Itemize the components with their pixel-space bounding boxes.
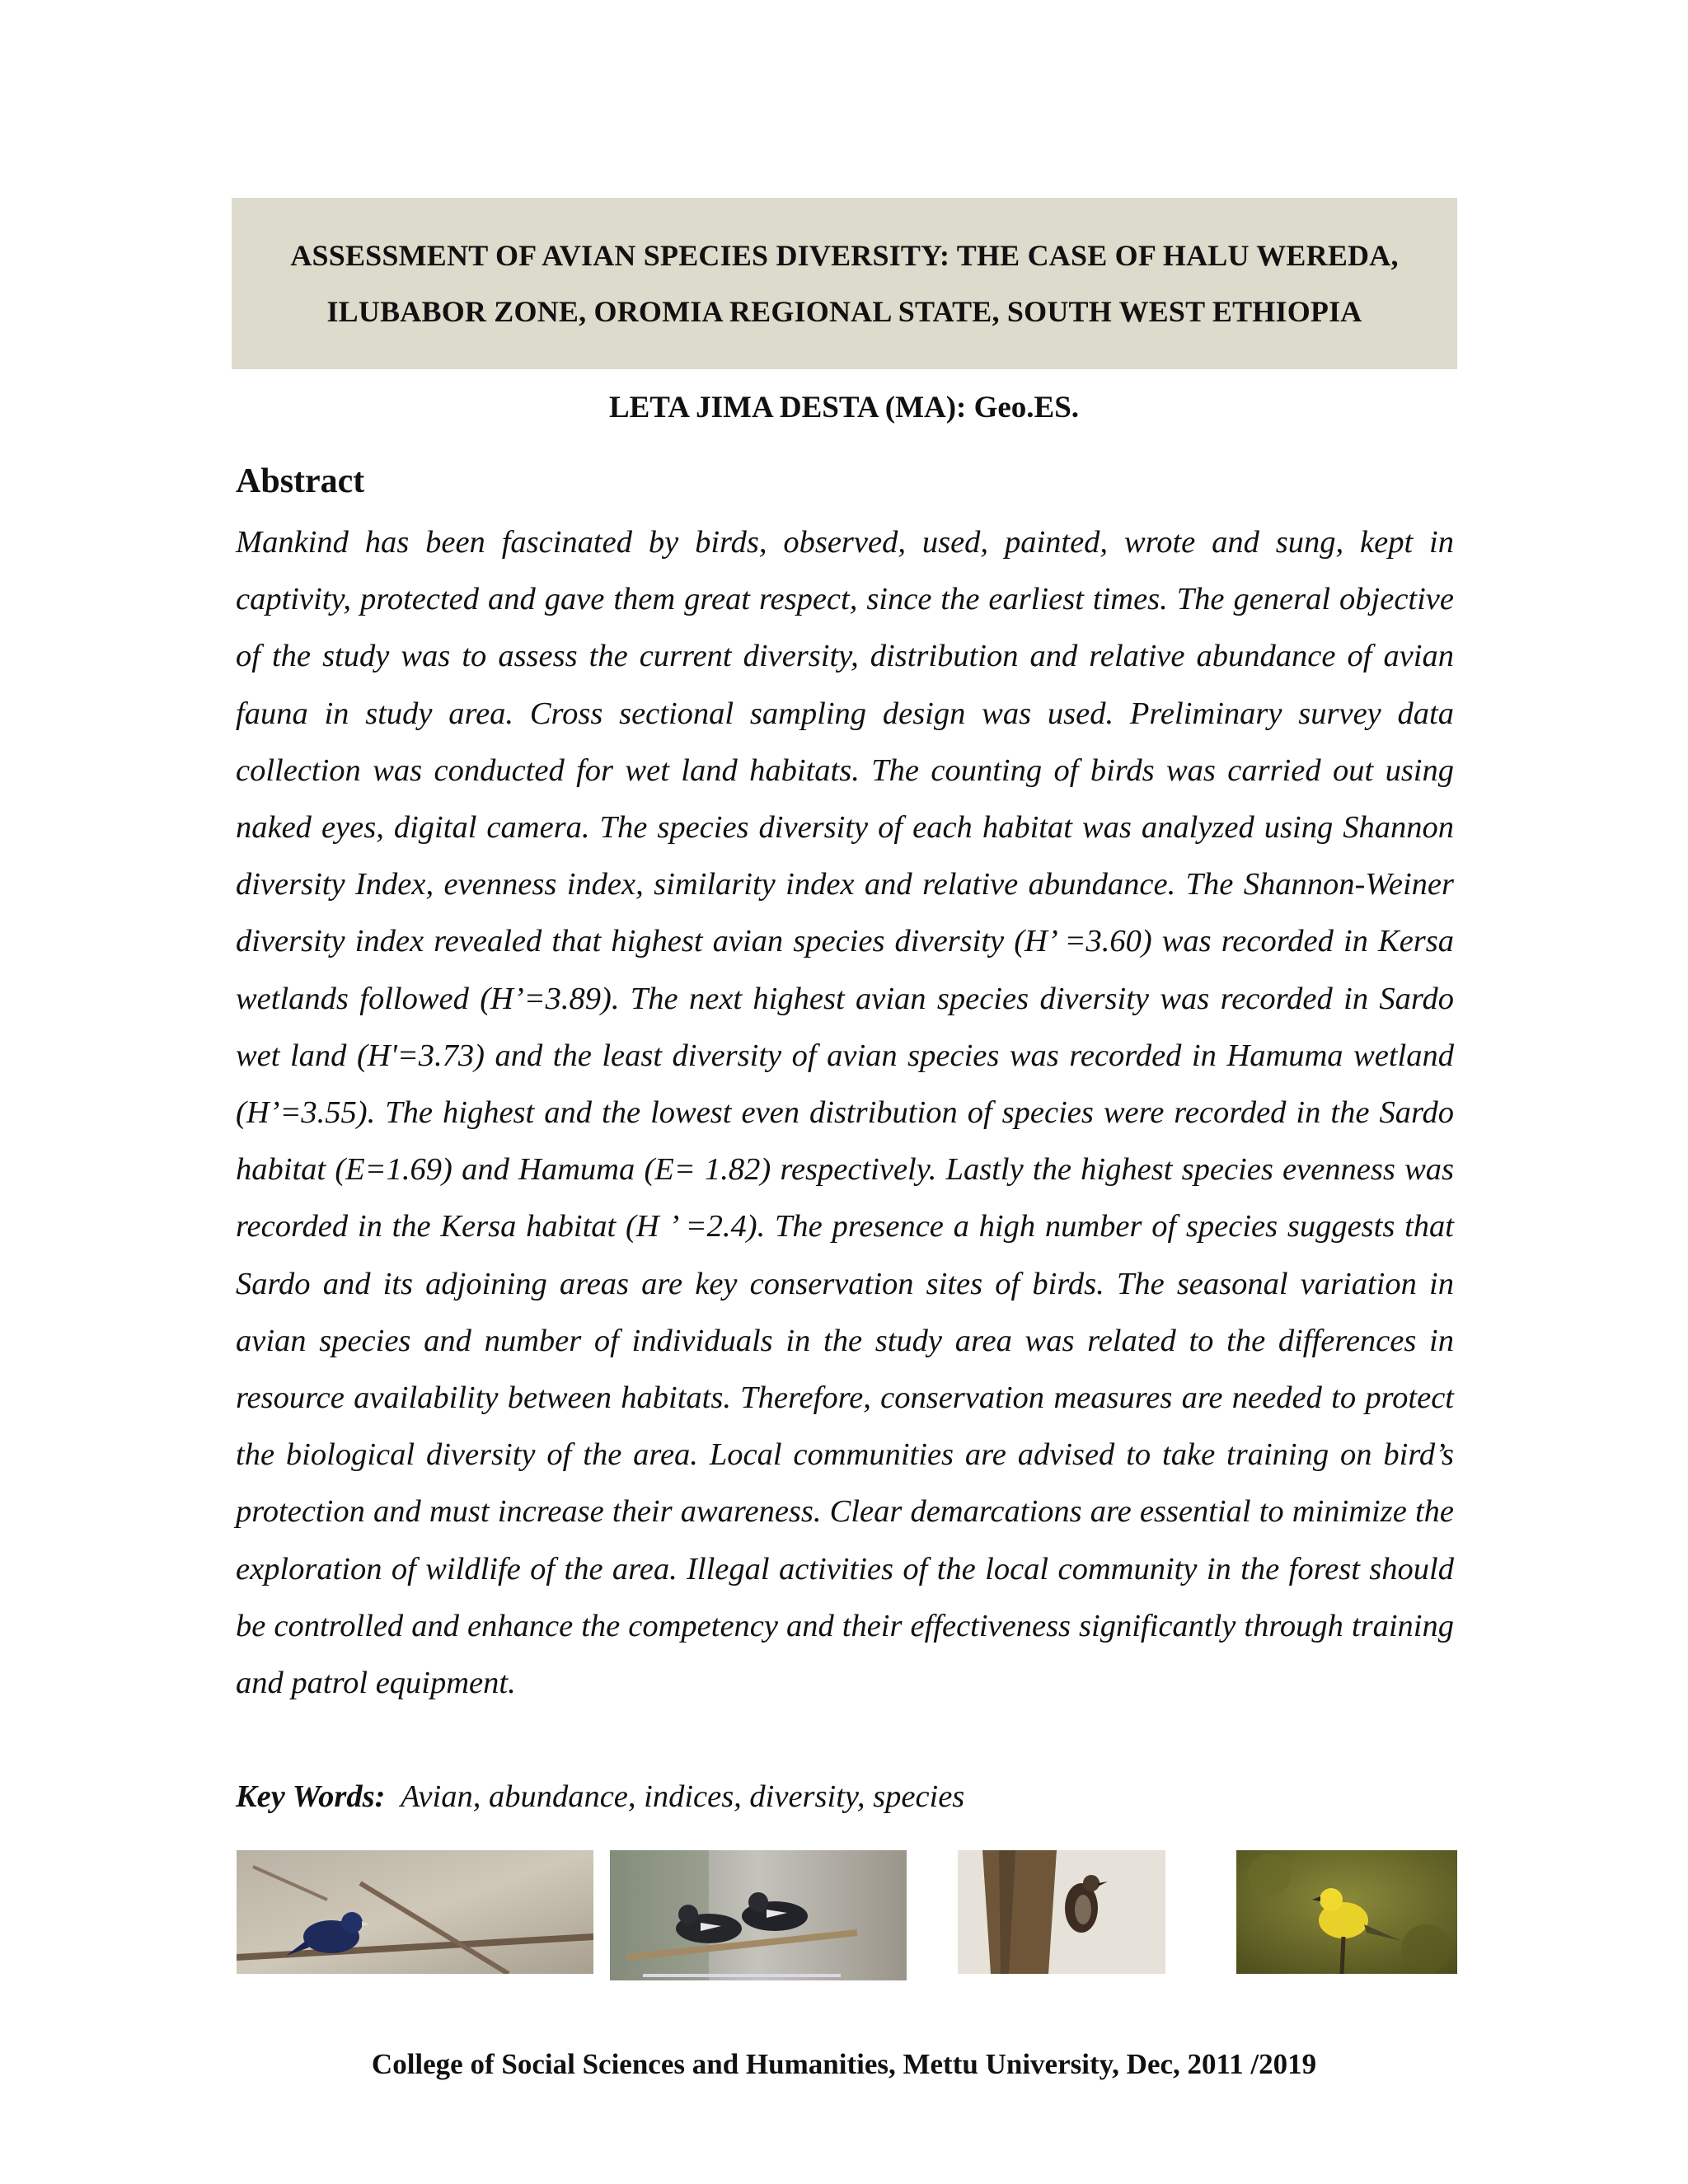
author-line: LETA JIMA DESTA (MA): Geo.ES. <box>608 391 1080 424</box>
two-birds-on-branch-photo <box>610 1850 907 1980</box>
bird-on-branch-photo <box>237 1850 593 1974</box>
woodpecker-on-tree-photo <box>958 1850 1165 1974</box>
title-box <box>232 198 1457 369</box>
abstract-heading: Abstract <box>236 462 365 500</box>
abstract-body: Mankind has been fascinated by birds, observed, used, painted, wrote and sung, kept in captivity, protected and gave them great respect, since the earliest times. The general objective of the study was to assess the current diversity, distribution and relative abundance of avian fauna in study area. Cross sectional sampling design was used. Preliminary survey data collection was conducted for wet land habitats. The counting of birds was carried out using naked eyes, digital camera. The species diversity of each habitat was analyzed using Shannon diversity Index, evenness index, similarity index and relative abundance. The Shannon-Weiner diversity index revealed that highest avian species diversity (H’ =3.60) was recorded in Kersa wetlands followed (H’=3.89). The next highest avian species diversity was recorded in Sardo wet land (H'=3.73) and the least diversity of avian species was recorded in Hamuma wetland (H’=3.55). The highest and the lowest even distribution of species were recorded in the Sardo habitat (E=1.69) and Hamuma (E= 1.82) respectively. Lastly the highest species evenness was recorded in the Kersa habitat (H ’ =2.4). The presence a high number of species suggests that Sardo and its adjoining areas are key conservation sites of birds. The seasonal variation in avian species and number of individuals in the study area was related to the differences in resource availability between habitats. Therefore, conservation measures are needed to protect the biological diversity of the area. Local communities are advised to take training on bird’s protection and must increase their awareness. Clear demarcations are essential to minimize the exploration of wildlife of the area. Illegal activities of the local community in the forest should be controlled and enhance the competency and their effectiveness significantly through training and patrol equipment. <box>236 525 1454 1701</box>
paper-title: ASSESSMENT OF AVIAN SPECIES DIVERSITY: THE CASE OF HALU WEREDA, ILUBABOR ZONE, OROMIA REGIONAL STATE, SOUTH WEST ETHIOPIA <box>290 239 1399 328</box>
footer: College of Social Sciences and Humanities, Mettu University, Dec, 2011 /2019 <box>371 2048 1317 2080</box>
yellow-bird-photo <box>1236 1850 1457 1974</box>
keywords-line <box>236 1769 964 1825</box>
keywords-value: Avian, abundance, indices, diversity, species <box>401 1779 965 1814</box>
keywords-label: Key Words: <box>236 1779 386 1814</box>
